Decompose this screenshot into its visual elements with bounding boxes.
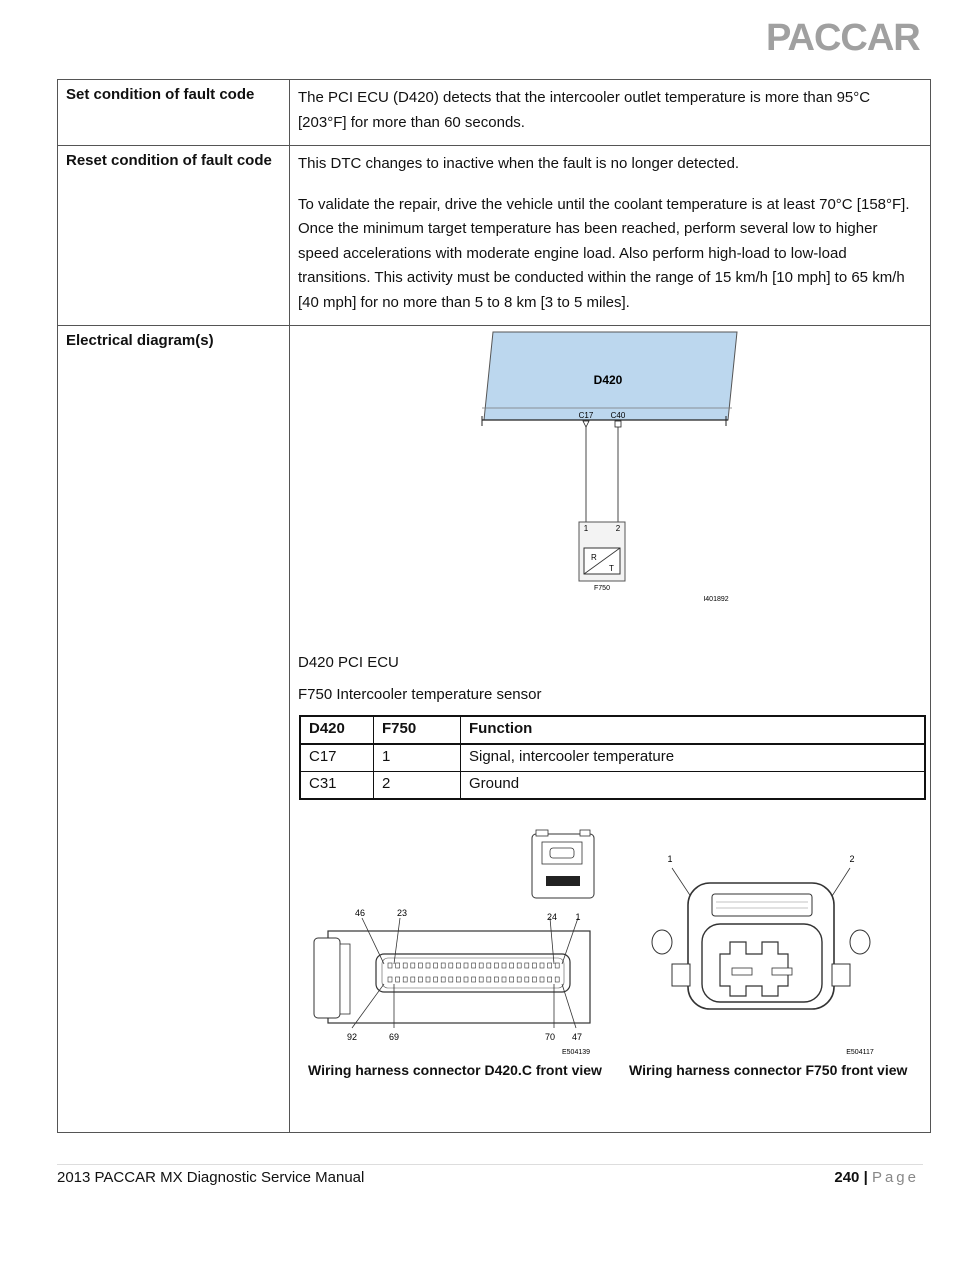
connector-pin — [555, 963, 559, 968]
sensor-r-label: R — [591, 553, 597, 562]
connector-pin — [434, 963, 438, 968]
paragraph: The PCI ECU (D420) detects that the intercooler outlet temperature is more than 95°C [203°F] for more than 60 seconds. — [298, 89, 871, 131]
page-word: Page — [871, 1169, 919, 1186]
table-row — [58, 80, 931, 146]
legend-code: F750 — [298, 686, 333, 703]
connector-pin — [479, 977, 483, 982]
connector-pin — [388, 977, 392, 982]
pin-c40-label: C40 — [610, 411, 626, 420]
connector-pin — [403, 977, 407, 982]
ecu-label: D420 — [593, 373, 623, 387]
table-row — [300, 772, 925, 800]
connector-pin — [426, 977, 430, 982]
connector-pin — [472, 963, 476, 968]
connector-f750-caption: Wiring harness connector F750 front view — [629, 1062, 908, 1078]
pin-label: 1 — [667, 854, 673, 864]
legend-item — [298, 686, 541, 703]
table-cell: C31 — [300, 772, 374, 800]
pin-label: 1 — [575, 912, 581, 922]
connector-pin — [532, 977, 536, 982]
sensor-pin-2-label: 2 — [615, 524, 621, 533]
connector-pin — [456, 977, 460, 982]
connector-pin — [426, 963, 430, 968]
connector-pin — [517, 977, 521, 982]
table-cell: C17 — [300, 744, 374, 772]
table-row — [58, 146, 931, 326]
connector-pin — [517, 963, 521, 968]
connector-pin — [555, 977, 559, 982]
legend-text: PCI ECU — [338, 654, 399, 671]
legend-code: D420 — [298, 654, 334, 671]
paccar-logo: PACCAR — [766, 17, 920, 59]
sensor-label: F750 — [594, 585, 610, 592]
table-cell: Signal, intercooler temperature — [461, 744, 926, 772]
table-cell: 1 — [374, 744, 461, 772]
connector-pin — [525, 963, 529, 968]
connector-pin — [411, 963, 415, 968]
pin-label: 69 — [388, 1032, 400, 1042]
page-separator: | — [863, 1169, 868, 1186]
row-label: Electrical diagram(s) — [58, 326, 290, 1133]
table-cell: 2 — [374, 772, 461, 800]
footer-rule — [57, 1164, 923, 1165]
row-value — [290, 146, 931, 326]
connector-pin — [510, 963, 514, 968]
connector-pin — [403, 963, 407, 968]
table-row — [300, 744, 925, 772]
connector-pin — [502, 963, 506, 968]
fault-code-table — [57, 79, 931, 1133]
legend-item — [298, 654, 399, 671]
table-header: D420 — [300, 716, 374, 744]
connector-pin — [532, 963, 536, 968]
connector-pin — [487, 977, 491, 982]
connector-pin — [449, 963, 453, 968]
connector-pin — [388, 963, 392, 968]
connector-pin — [396, 963, 400, 968]
legend-text: Intercooler temperature sensor — [336, 686, 542, 703]
sensor-pin-1-label: 1 — [583, 524, 589, 533]
footer-page — [834, 1169, 919, 1186]
table-header: F750 — [374, 716, 461, 744]
connector-pin — [540, 963, 544, 968]
connector-pin — [396, 977, 400, 982]
connector-pin — [418, 977, 422, 982]
page-number: 240 — [834, 1169, 860, 1186]
connector-pin — [464, 963, 468, 968]
connector-pin — [441, 977, 445, 982]
diagram-cell — [290, 326, 931, 1133]
connector-pin — [548, 963, 552, 968]
pin-label: 2 — [849, 854, 855, 864]
connector-ref: E504117 — [846, 1049, 874, 1056]
connector-pin — [548, 977, 552, 982]
connector-f750-drawing — [650, 846, 890, 1061]
pin-label: 23 — [396, 908, 408, 918]
connector-pin — [494, 977, 498, 982]
connector-pin — [411, 977, 415, 982]
connector-d420-caption: Wiring harness connector D420.C front view — [308, 1062, 602, 1078]
connector-pin — [441, 963, 445, 968]
table-header: Function — [461, 716, 926, 744]
connector-pin — [540, 977, 544, 982]
connector-pin — [464, 977, 468, 982]
connector-pin — [502, 977, 506, 982]
paragraph: To validate the repair, drive the vehicle until the coolant temperature is at least 70°C [158°F]. Once the minimum target temperature has been reached, perform several low to higher speed accelerations with moderate engine load. Also perform high-load to low-load transitions. This activity must be conducted within the range of 15 km/h [10 mph] to 65 km/h [40 mph] for no more than 5 to 8 km [3 to 5 miles]. — [298, 195, 910, 311]
schematic-ref: I401892 — [703, 596, 729, 603]
connector-pin — [525, 977, 529, 982]
connector-pin — [434, 977, 438, 982]
table-header-row — [300, 716, 925, 744]
connector-d420-drawing — [310, 826, 610, 1061]
connector-pin — [449, 977, 453, 982]
connector-pin — [472, 977, 476, 982]
row-value — [290, 80, 931, 146]
table-cell: Ground — [461, 772, 926, 800]
table-row — [58, 326, 931, 1133]
pin-label: 92 — [346, 1032, 358, 1042]
wiring-schematic — [470, 326, 760, 606]
pin-label: 46 — [354, 908, 366, 918]
pin-label: 70 — [544, 1032, 556, 1042]
connector-pin — [510, 977, 514, 982]
connector-ref: E504139 — [561, 1049, 591, 1056]
pin-label: 24 — [546, 912, 558, 922]
sensor-t-label: T — [609, 564, 614, 573]
pin-label: 47 — [571, 1032, 583, 1042]
pin-c17-label: C17 — [578, 411, 594, 420]
row-label: Set condition of fault code — [58, 80, 290, 146]
connector-pin — [487, 963, 491, 968]
connector-pin — [479, 963, 483, 968]
footer-title: 2013 PACCAR MX Diagnostic Service Manual — [57, 1169, 365, 1186]
paragraph: This DTC changes to inactive when the fault is no longer detected. — [298, 155, 740, 172]
electrical-diagram — [290, 326, 930, 1132]
row-label: Reset condition of fault code — [58, 146, 290, 326]
pin-table — [299, 715, 926, 800]
connector-pin — [456, 963, 460, 968]
connector-pin — [494, 963, 498, 968]
connector-pin — [418, 963, 422, 968]
